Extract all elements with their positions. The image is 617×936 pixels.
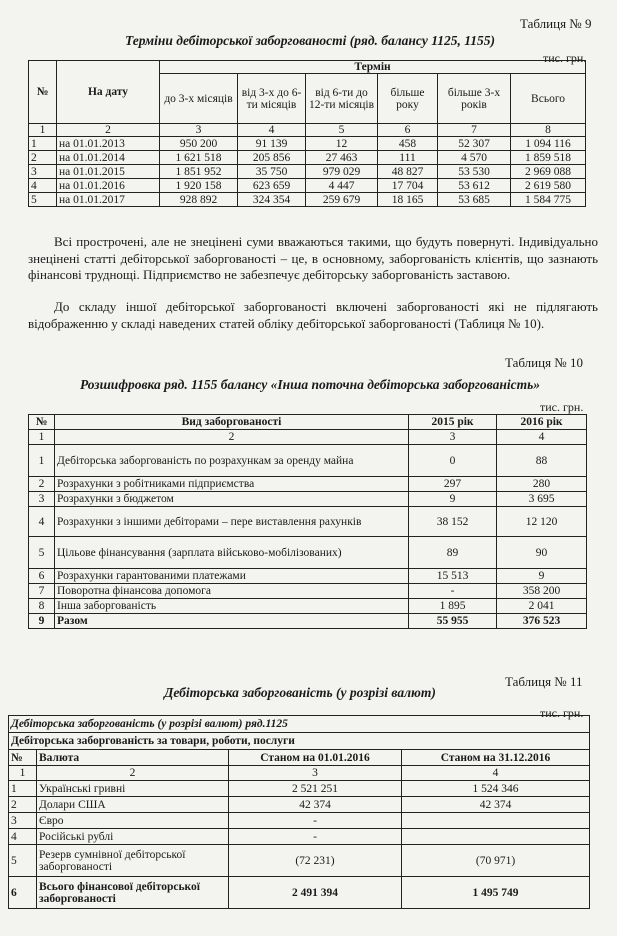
cell: 358 200	[497, 584, 587, 599]
cell: 48 827	[378, 165, 438, 179]
cell: 5	[29, 193, 57, 207]
cell: 53 530	[438, 165, 511, 179]
cell: Розрахунки з бюджетом	[55, 492, 409, 507]
cell: Розрахунки гарантованими платежами	[55, 569, 409, 584]
cell: 1	[29, 445, 55, 477]
table-row	[29, 151, 586, 165]
table-row	[9, 829, 590, 845]
table11-num-cell: 4	[402, 766, 590, 781]
cell	[402, 829, 590, 845]
cell: 1	[9, 781, 37, 797]
cell: 88	[497, 445, 587, 477]
table9-num-cell: 6	[378, 124, 438, 137]
cell: 7	[29, 584, 55, 599]
cell: 53 685	[438, 193, 511, 207]
table-row	[29, 165, 586, 179]
cell: -	[229, 813, 402, 829]
cell: 52 307	[438, 137, 511, 151]
table-row	[29, 477, 587, 492]
table9-num-cell: 7	[438, 124, 511, 137]
cell: 4	[29, 179, 57, 193]
cell: 5	[29, 537, 55, 569]
table10-num-cell: 3	[409, 430, 497, 445]
table11-num-cell: 1	[9, 766, 37, 781]
cell: 9	[409, 492, 497, 507]
table9-header-col: від 3-х до 6-ти місяців	[238, 74, 306, 124]
cell: 1 895	[409, 599, 497, 614]
cell: 42 374	[229, 797, 402, 813]
table-total-row	[9, 877, 590, 909]
cell: Цільове фінансування (зарплата військово-мобілізованих)	[55, 537, 409, 569]
table9-header-col: від 6-ти до 12-ти місяців	[306, 74, 378, 124]
table9-num-cell: 8	[511, 124, 586, 137]
table9-header-col: до 3-х місяців	[160, 74, 238, 124]
table11-head2: Дебіторська заборгованість за товари, роботи, послуги	[9, 733, 590, 750]
cell: 1 495 749	[402, 877, 590, 909]
cell: Розрахунки з робітниками підприємства	[55, 477, 409, 492]
cell: Євро	[37, 813, 229, 829]
cell: 458	[378, 137, 438, 151]
table10-num-cell: 2	[55, 430, 409, 445]
table-row	[9, 845, 590, 877]
cell: 4 447	[306, 179, 378, 193]
table9-header-date: На дату	[57, 61, 160, 124]
table9-title: Терміни дебіторської заборгованості (ряд. балансу 1125, 1155)	[125, 33, 495, 48]
table-row	[9, 781, 590, 797]
cell: 42 374	[402, 797, 590, 813]
table-row	[29, 445, 587, 477]
cell: 55 955	[409, 614, 497, 629]
table11	[8, 715, 590, 909]
cell: 15 513	[409, 569, 497, 584]
cell: 1 094 116	[511, 137, 586, 151]
cell: на 01.01.2017	[57, 193, 160, 207]
cell: -	[229, 829, 402, 845]
cell: Поворотна фінансова допомога	[55, 584, 409, 599]
cell: 623 659	[238, 179, 306, 193]
cell: Всього фінансової дебіторської заборгованості	[37, 877, 229, 909]
cell: 8	[29, 599, 55, 614]
cell: 2	[29, 151, 57, 165]
cell: 1 851 952	[160, 165, 238, 179]
cell: 1 584 775	[511, 193, 586, 207]
cell: 1 524 346	[402, 781, 590, 797]
table9-unit: тис. грн.	[543, 51, 587, 65]
table11-head1: Дебіторська заборгованість (у розрізі валют) ряд.1125	[9, 716, 590, 733]
table10-unit: тис. грн.	[540, 400, 584, 414]
cell: 1	[29, 137, 57, 151]
cell: 111	[378, 151, 438, 165]
table10-num-cell: 1	[29, 430, 55, 445]
cell: 3	[9, 813, 37, 829]
table9-label: Таблиця № 9	[520, 16, 592, 31]
cell: Українські гривні	[37, 781, 229, 797]
table9	[28, 60, 586, 207]
cell: 2	[9, 797, 37, 813]
table9-header-no: №	[29, 61, 57, 124]
table-row	[29, 537, 587, 569]
table10-label: Таблиця № 10	[505, 355, 583, 370]
cell: Долари США	[37, 797, 229, 813]
cell: Інша заборгованість	[55, 599, 409, 614]
table11-header-currency: Валюта	[37, 750, 229, 766]
cell: 18 165	[378, 193, 438, 207]
cell: 27 463	[306, 151, 378, 165]
table11-title: Дебіторська заборгованість (у розрізі валют)	[164, 685, 436, 700]
cell: 2 041	[497, 599, 587, 614]
cell: 5	[9, 845, 37, 877]
table11-header-no: №	[9, 750, 37, 766]
cell: 1 621 518	[160, 151, 238, 165]
table9-header-col: більше року	[378, 74, 438, 124]
cell: Російські рублі	[37, 829, 229, 845]
cell: 3	[29, 492, 55, 507]
cell: 2 619 580	[511, 179, 586, 193]
table10	[28, 414, 587, 629]
table9-header-col: Всього	[511, 74, 586, 124]
paragraph-1: Всі прострочені, але не знецінені суми вважаються такими, що будуть повернуті. Індивідуально знецінені статті дебіторської заборгованості – це, в основному, заборгованість клієнтів, що зазнають фінансові труднощі. Підприємство не забезпечує дебіторську заборгованість заставою.	[28, 234, 598, 282]
cell: 2 969 088	[511, 165, 586, 179]
cell: 979 029	[306, 165, 378, 179]
cell: 9	[497, 569, 587, 584]
table-row	[29, 179, 586, 193]
cell: (70 971)	[402, 845, 590, 877]
table9-num-cell: 5	[306, 124, 378, 137]
table-total-row	[29, 614, 587, 629]
cell: 3 695	[497, 492, 587, 507]
cell: на 01.01.2015	[57, 165, 160, 179]
table9-num-cell: 4	[238, 124, 306, 137]
cell: 324 354	[238, 193, 306, 207]
cell: 928 892	[160, 193, 238, 207]
table9-num-cell: 2	[57, 124, 160, 137]
paragraph-2: До складу іншої дебіторської заборгованості включені заборгованості які не підлягають відображенню у складі наведених статей обліку дебіторської заборгованості (Таблиця № 10).	[28, 299, 598, 331]
cell: 0	[409, 445, 497, 477]
table-row	[29, 492, 587, 507]
cell: 4	[9, 829, 37, 845]
table9-num-cell: 1	[29, 124, 57, 137]
cell: 2 521 251	[229, 781, 402, 797]
cell: 90	[497, 537, 587, 569]
cell: 4	[29, 507, 55, 537]
cell	[402, 813, 590, 829]
table-row	[29, 193, 586, 207]
cell: 4 570	[438, 151, 511, 165]
cell: 38 152	[409, 507, 497, 537]
cell: на 01.01.2013	[57, 137, 160, 151]
cell: 12 120	[497, 507, 587, 537]
cell: 1 859 518	[511, 151, 586, 165]
table11-num-cell: 2	[37, 766, 229, 781]
cell: Дебіторська заборгованість по розрахункам за оренду майна	[55, 445, 409, 477]
table11-num-cell: 3	[229, 766, 402, 781]
table-row	[29, 569, 587, 584]
table9-header-term: Термін	[160, 61, 586, 74]
cell: 950 200	[160, 137, 238, 151]
table11-header-b: Станом на 31.12.2016	[402, 750, 590, 766]
cell: 376 523	[497, 614, 587, 629]
table9-header-col: більше 3-х років	[438, 74, 511, 124]
table11-label: Таблиця № 11	[505, 674, 583, 689]
cell: 53 612	[438, 179, 511, 193]
table-row	[29, 584, 587, 599]
table9-num-cell: 3	[160, 124, 238, 137]
cell: 17 704	[378, 179, 438, 193]
cell: 2	[29, 477, 55, 492]
cell: Розрахунки з іншими дебіторами – пере виставлення рахунків	[55, 507, 409, 537]
table-row	[9, 797, 590, 813]
table11-unit: тис. грн.	[540, 706, 584, 720]
cell: 259 679	[306, 193, 378, 207]
cell: 6	[9, 877, 37, 909]
table-row	[29, 599, 587, 614]
cell: (72 231)	[229, 845, 402, 877]
cell: 1 920 158	[160, 179, 238, 193]
cell: 12	[306, 137, 378, 151]
cell: Резерв сумнівної дебіторської заборгованості	[37, 845, 229, 877]
table-row	[29, 137, 586, 151]
cell: 91 139	[238, 137, 306, 151]
cell: 2 491 394	[229, 877, 402, 909]
cell: 35 750	[238, 165, 306, 179]
cell: 297	[409, 477, 497, 492]
table10-header-2015: 2015 рік	[409, 415, 497, 430]
table11-header-a: Станом на 01.01.2016	[229, 750, 402, 766]
table10-title: Розшифровка ряд. 1155 балансу «Інша поточна дебіторська заборгованість»	[79, 377, 541, 392]
cell: на 01.01.2014	[57, 151, 160, 165]
table10-header-no: №	[29, 415, 55, 430]
table10-num-cell: 4	[497, 430, 587, 445]
cell: 9	[29, 614, 55, 629]
cell: 280	[497, 477, 587, 492]
table-row	[9, 813, 590, 829]
table-row	[29, 507, 587, 537]
table10-header-2016: 2016 рік	[497, 415, 587, 430]
cell: 6	[29, 569, 55, 584]
cell: 89	[409, 537, 497, 569]
table10-header-type: Вид заборгованості	[55, 415, 409, 430]
cell: 3	[29, 165, 57, 179]
cell: на 01.01.2016	[57, 179, 160, 193]
cell: -	[409, 584, 497, 599]
cell: 205 856	[238, 151, 306, 165]
cell: Разом	[55, 614, 409, 629]
